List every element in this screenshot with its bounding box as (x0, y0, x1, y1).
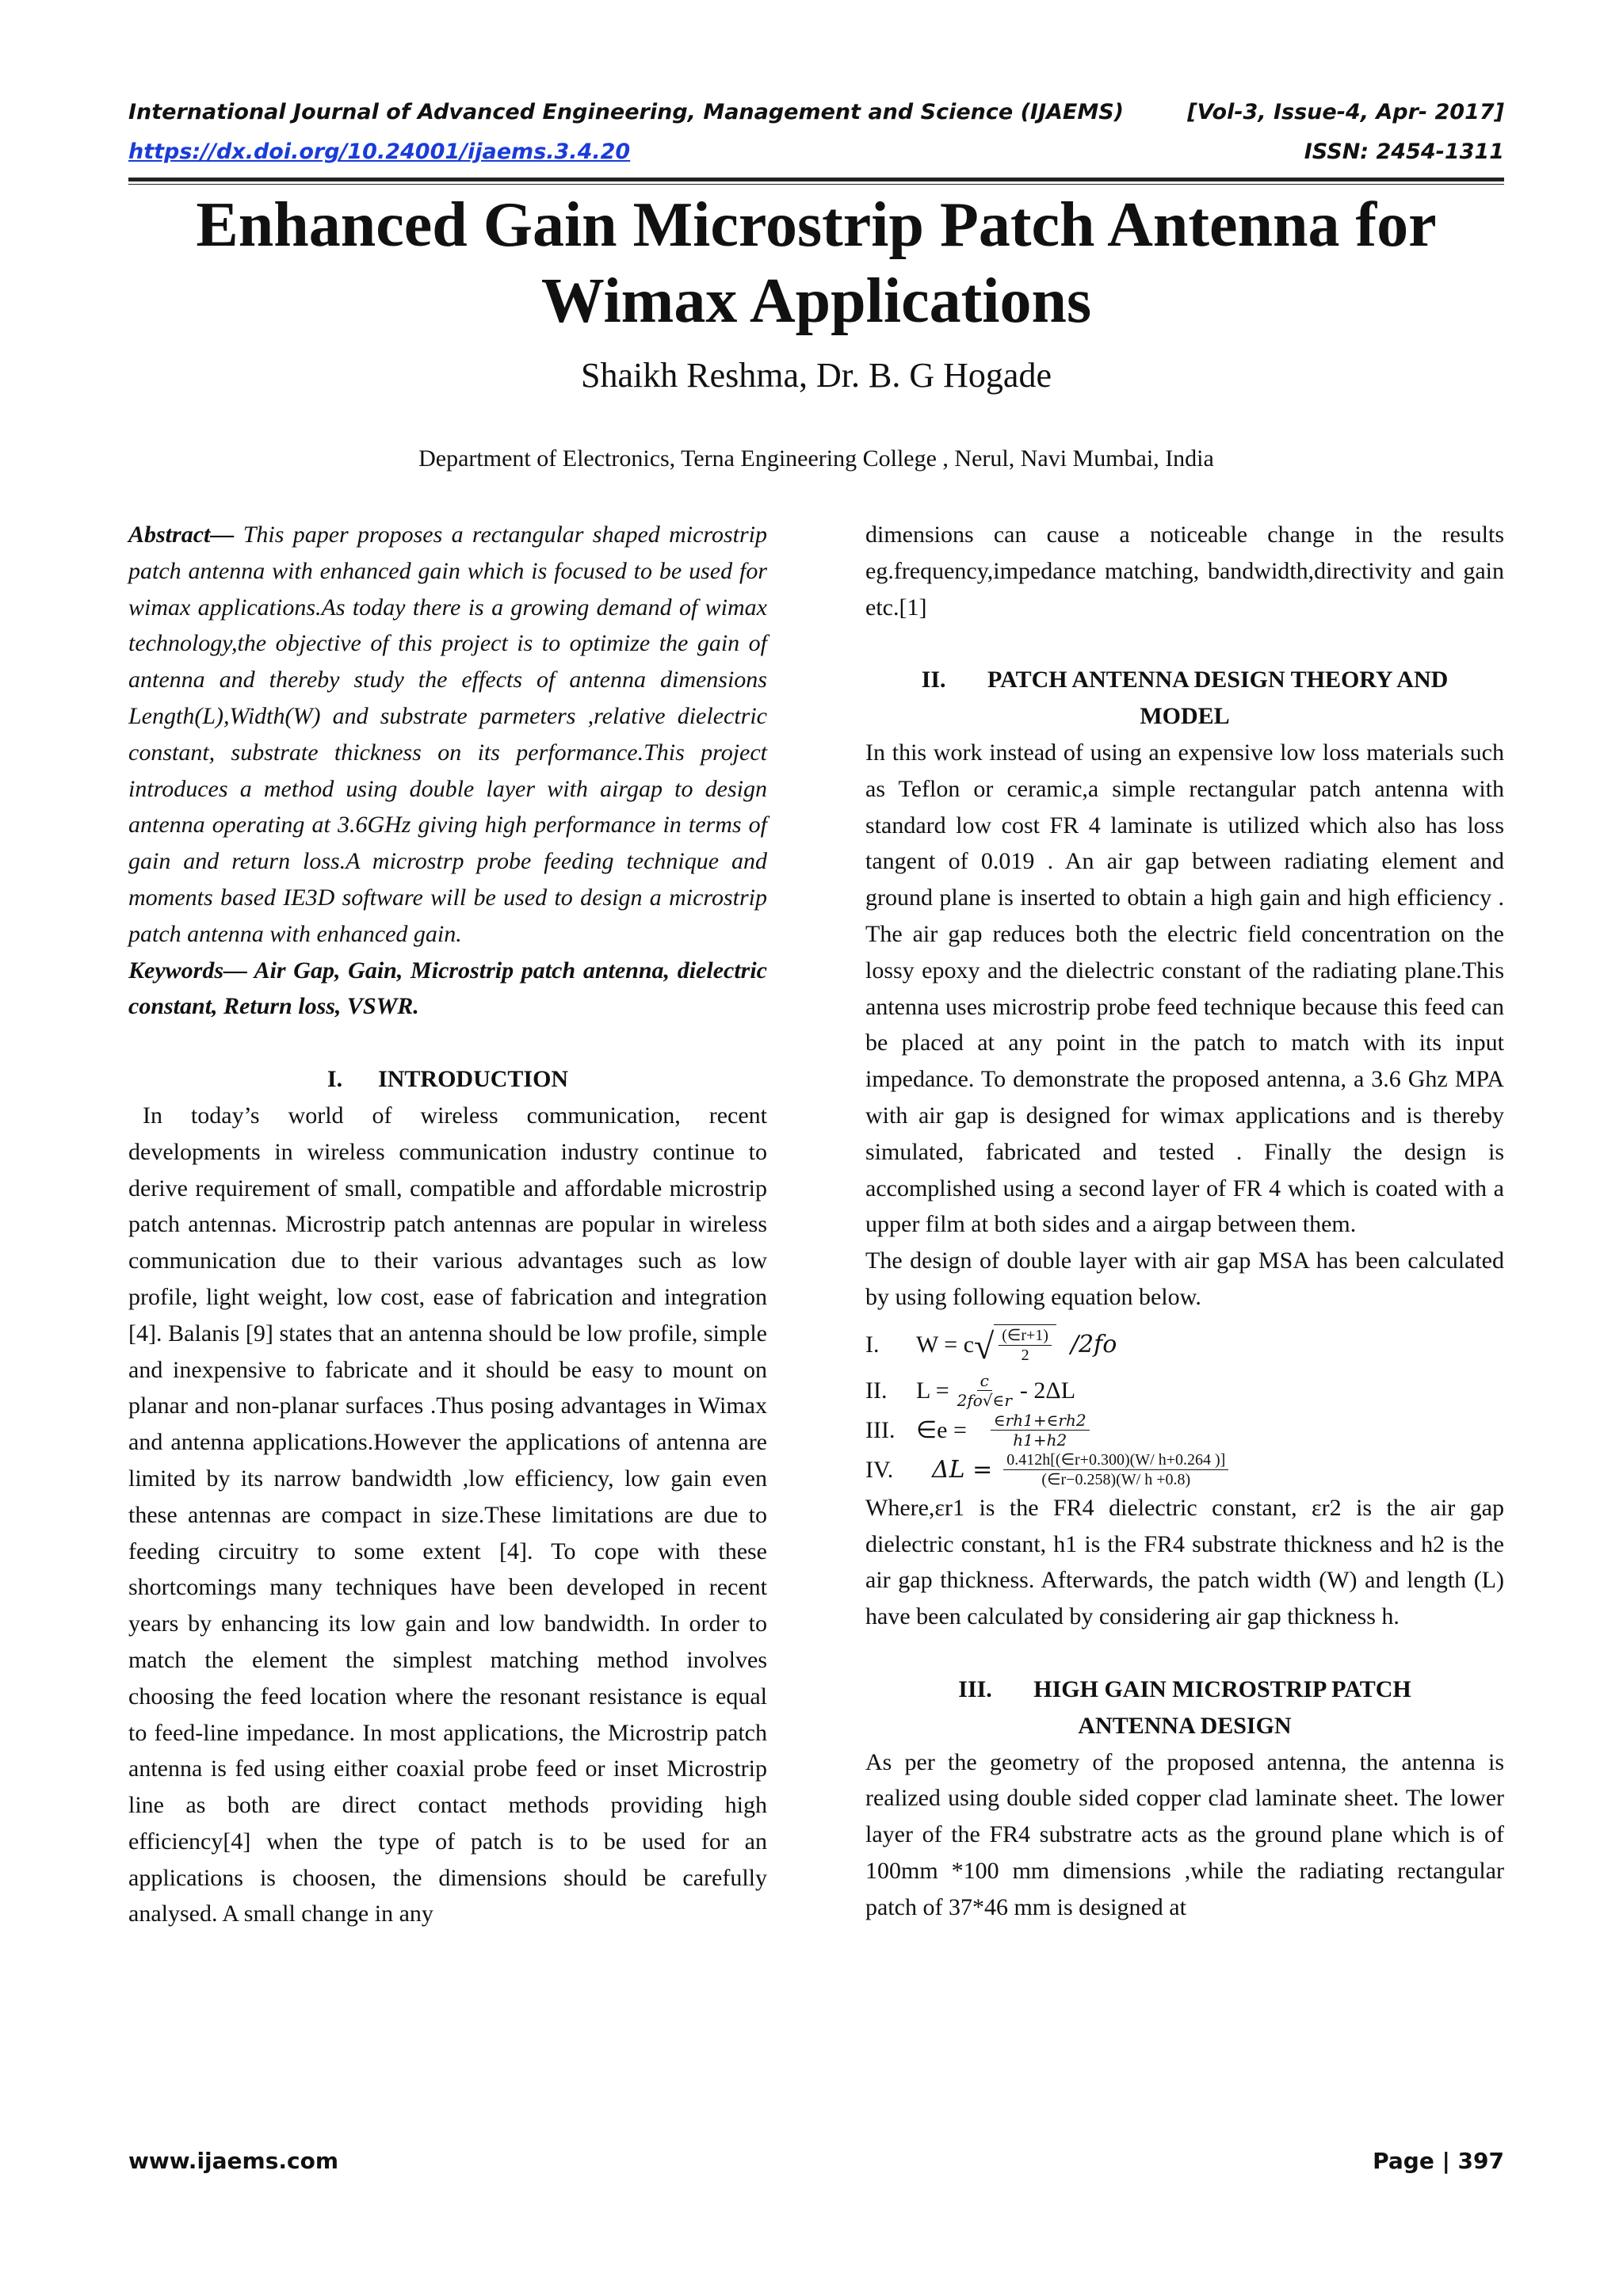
equation-1-numerator: (∈r+1) (999, 1326, 1052, 1346)
title-line-2: Wimax Applications (540, 266, 1092, 336)
right-column (865, 517, 1504, 1926)
section-3-heading-line-2: ANTENNA DESIGN (1078, 1712, 1292, 1739)
section-1-heading: I. INTRODUCTION (327, 1066, 569, 1093)
equation-2-tail: - 2ΔL (1019, 1377, 1076, 1404)
section-3-heading (865, 1671, 1504, 1744)
keywords: Keywords— Air Gap, Gain, Microstrip patch antenna, dielectric constant, Return loss, VSWR. (128, 957, 767, 1020)
section-2-heading-line-1: II. PATCH ANTENNA DESIGN THEORY AND (921, 667, 1449, 693)
section-2-body-2: The design of double layer with air gap MSA has been calculated by using following equation below. (865, 1247, 1504, 1310)
sqrt-symbol: √ $\frac{(\in r+1)}{2}$ (974, 1324, 1056, 1365)
equation-2-denominator: 2fo√∈r (957, 1391, 1012, 1411)
equation-1-tail: /2fo (1070, 1330, 1117, 1358)
equation-3-number: III. (865, 1416, 896, 1443)
equation-3-numerator: ∈rh1+∈rh2 (991, 1411, 1090, 1431)
equation-4-lhs: ΔL = (932, 1455, 993, 1484)
section-2-body: In this work instead of using an expensive low loss materials such as Teflon or ceramic,a simple rectangular patch antenna with standard low cost FR 4 laminate is utilized which also has loss tangent of 0.019 . An air gap between radiating element and ground plane is inserted to obtain a high gain and high efficiency . The air gap reduces both the electric field concentration on the lossy epoxy and the dielectric constant of the radiating plane.This antenna uses microstrip probe feed technique because this feed can be placed at any point in the patch to match with its input impedance. To demonstrate the proposed antenna, a 3.6 Ghz MPA with air gap is designed for wimax applications and is thereby simulated, fabricated and tested . Finally the design is accomplished using a second layer of FR 4 which is coated with a upper film at both sides and a airgap between them. (865, 739, 1504, 1238)
abstract-text: This paper proposes a rectangular shaped microstrip patch antenna with enhanced gain which is focused to be used for wimax applications.As today there is a growing demand of wimax technology,the objective of this project is to optimize the gain of antenna and thereby study the effects of antenna dimensions Length(L),Width(W) and substrate parmeters ,relative dielectric constant, substrate thickness on its performance.This project introduces a method using double layer with airgap to design antenna operating at 3.6GHz giving high performance in terms of gain and return loss.A microstrp probe feeding technique and moments based IE3D software will be used to design a microstrip patch antenna with enhanced gain. (128, 521, 767, 947)
paper-title (128, 187, 1504, 339)
abstract-label: Abstract— (128, 521, 235, 548)
section-2-heading (865, 662, 1504, 735)
title-line-1: Enhanced Gain Microstrip Patch Antenna for (196, 190, 1437, 260)
equation-1 (865, 1319, 1504, 1371)
section-2-heading-line-2: MODEL (1140, 703, 1230, 730)
equation-4-denominator: (∈r−0.258)(W/ h +0.8) (1041, 1471, 1191, 1489)
equation-4 (865, 1450, 1504, 1490)
page-number: Page | 397 (1373, 2148, 1504, 2174)
journal-name: International Journal of Advanced Engineering, Management and Science (IJAEMS) (128, 100, 1125, 124)
volume-issue: [Vol-3, Issue-4, Apr- 2017] (1187, 100, 1504, 124)
equation-4-numerator: 0.412h[(∈r+0.300)(W/ h+0.264 )] (1003, 1450, 1228, 1470)
equation-2-numerator: c (977, 1371, 992, 1391)
equation-explanation: Where,εr1 is the FR4 dielectric constant, εr2 is the air gap dielectric constant, h1 is the FR4 substrate thickness and h2 is the air gap thickness. Afterwards, the patch width (W) and length (L) have been calculated by considering air gap thickness h. (865, 1494, 1504, 1630)
equation-1-number: I. (865, 1331, 880, 1358)
equation-3-denominator: h1+h2 (1013, 1431, 1067, 1450)
section-3-body: As per the geometry of the proposed antenna, the antenna is realized using double sided copper clad laminate sheet. The lower layer of the FR4 substratre acts as the ground plane which is of 100mm *100 mm dimensions ,while the radiating rectangular patch of 37*46 mm is designed at (865, 1748, 1504, 1920)
header-rule (128, 178, 1504, 185)
section-1-body: In today’s world of wireless communication, recent developments in wireless communication industry continue to derive requirement of small, compatible and affordable microstrip patch antennas. Microstrip patch antennas are popular in wireless communication due to their various advantages such as low profile, light weight, low cost, ease of fabrication and integration [4]. Balanis [9] states that an antenna should be low profile, simple and inexpensive to fabricate and it should be easy to mount on planar and non-planar surfaces .Thus posing advantages in Wimax and antenna applications.However the applications of antenna are limited by its narrow bandwidth ,low efficiency, low gain even these antennas are compact in size.These limitations are due to feeding circuitry to some extent [4]. To cope with these shortcomings many techniques have been developed in recent years by enhancing its low gain and low bandwidth. In order to match the element the simplest matching method involves choosing the feed location where the resonant resistance is equal to feed-line impedance. In most applications, the Microstrip patch antenna is fed using either coaxial probe feed or inset Microstrip line as both are direct contact methods providing high efficiency[4] when the type of patch is to be used for an applications is choosen, the dimensions should be carefully analysed. A small change in any (128, 1102, 767, 1927)
authors: Shaikh Reshma, Dr. B. G Hogade (581, 356, 1052, 395)
equation-1-denominator: 2 (1021, 1347, 1029, 1365)
equation-3 (865, 1411, 1504, 1450)
abstract (128, 517, 767, 953)
equation-3-lhs: ∈e = (916, 1416, 967, 1443)
issn: ISSN: 2454-1311 (1304, 139, 1504, 164)
equation-2-number: II. (865, 1377, 888, 1404)
equation-4-number: IV. (865, 1456, 894, 1483)
equation-2 (865, 1371, 1504, 1411)
affiliation: Department of Electronics, Terna Engineering College , Nerul, Navi Mumbai, India (418, 445, 1214, 472)
doi-link[interactable]: https://dx.doi.org/10.24001/ijaems.3.4.20 (128, 139, 631, 164)
section-1-continuation: dimensions can cause a noticeable change in the results eg.frequency,impedance matching, bandwidth,directivity and gain etc.[1] (865, 521, 1504, 621)
website-link[interactable]: www.ijaems.com (128, 2148, 339, 2174)
left-column (128, 517, 767, 1932)
equation-2-lhs: L = (916, 1377, 949, 1404)
equation-1-lhs: W = c (916, 1331, 975, 1358)
section-3-heading-line-1: III. HIGH GAIN MICROSTRIP PATCH (958, 1675, 1411, 1702)
